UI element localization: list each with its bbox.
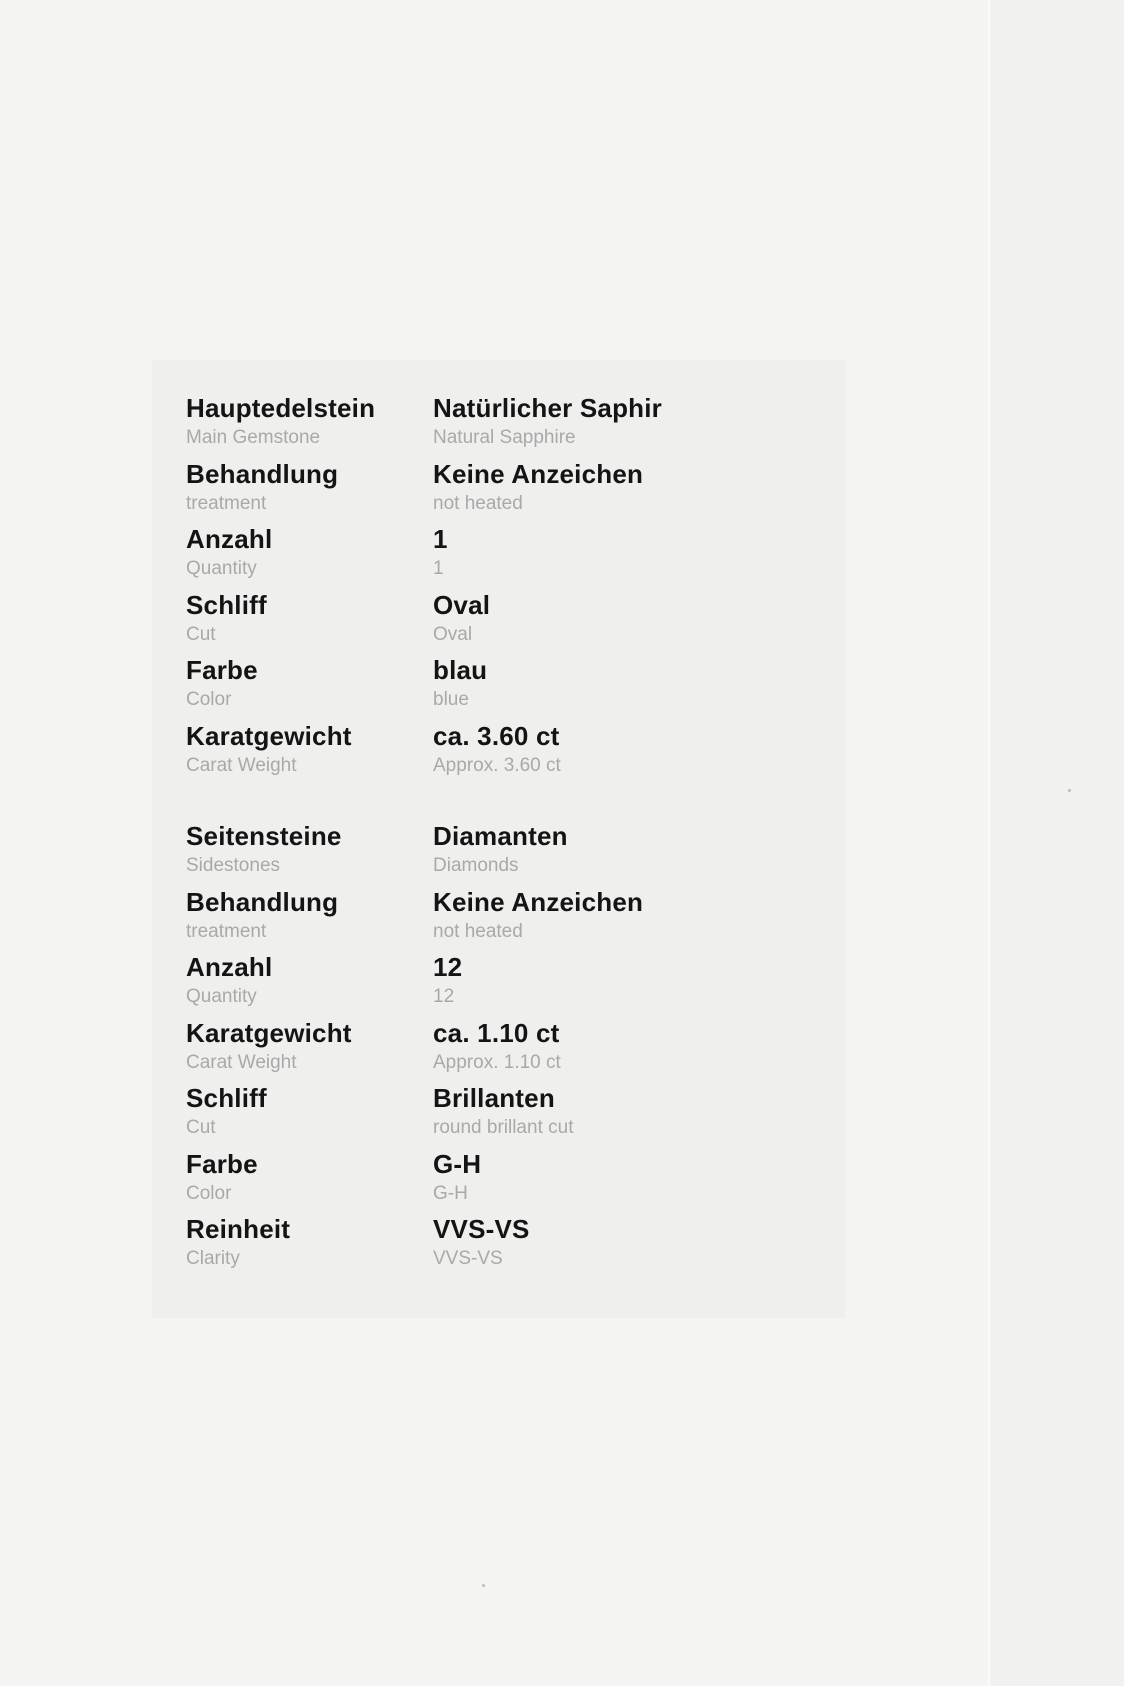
spec-label [186,719,433,785]
label-english: Clarity [186,1248,240,1269]
label-english: Quantity [186,986,257,1007]
specification-card [152,360,845,1318]
label-german: Hauptedelstein [186,393,376,423]
value-english: Diamonds [433,855,519,876]
label-german: Behandlung [186,886,339,917]
label-english: Carat Weight [186,1051,297,1073]
value-english: round brillant cut [433,1117,574,1138]
scan-speck [482,1584,485,1587]
value-german: VVS-VS [433,1214,530,1244]
value-english: Natural Sapphire [433,427,576,448]
label-german: Karatgewicht [186,1017,352,1048]
value-english: Approx. 1.10 ct [433,1051,561,1073]
value-german: Oval [433,589,491,620]
value-english: VVS-VS [433,1248,503,1269]
spec-row [186,950,643,1016]
spec-value [433,950,462,1016]
spec-value [433,457,643,523]
spec-row [186,1147,643,1213]
label-english: treatment [186,920,267,942]
spec-row [186,885,643,951]
spec-row [186,1016,643,1082]
scan-speck [1068,789,1071,792]
spec-row [186,457,662,523]
label-english: Main Gemstone [186,427,321,448]
label-german: Anzahl [186,524,273,554]
label-english: Quantity [186,558,257,579]
value-english: G-H [433,1182,468,1204]
label-english: Sidestones [186,855,281,876]
label-german: Seitensteine [186,821,342,851]
label-english: Carat Weight [186,754,297,776]
value-german: Keine Anzeichen [433,886,644,917]
value-english: 1 [433,558,444,579]
spec-row [186,653,662,719]
spec-label [186,1081,433,1147]
spec-row [186,522,662,588]
spec-label [186,588,433,654]
spec-row [186,1212,643,1278]
spec-value [433,653,487,719]
label-german: Schliff [186,1083,267,1113]
value-english: not heated [433,920,523,942]
value-english: Oval [433,623,473,645]
value-english: 12 [433,986,455,1007]
value-german: ca. 3.60 ct [433,720,560,751]
label-german: Farbe [186,655,258,685]
label-german: Farbe [186,1148,258,1179]
spec-value [433,1081,573,1147]
spec-value [433,1016,561,1082]
value-english: blue [433,689,469,710]
spec-label [186,457,433,523]
spec-row [186,588,662,654]
spec-label [186,391,433,457]
label-english: Cut [186,1117,216,1138]
spec-label [186,653,433,719]
label-german: Behandlung [186,458,339,489]
spec-value [433,819,568,885]
spec-value [433,885,643,951]
value-german: 1 [433,524,448,554]
spec-value [433,719,561,785]
spec-row [186,719,662,785]
spec-value [433,1147,481,1213]
value-german: Diamanten [433,821,568,851]
label-english: Cut [186,623,216,645]
label-german: Schliff [186,589,267,620]
spec-label [186,950,433,1016]
spec-label [186,819,433,885]
value-german: blau [433,655,488,685]
label-german: Anzahl [186,952,273,982]
spec-value [433,522,448,588]
spec-label [186,1212,433,1278]
value-german: 12 [433,952,463,982]
label-english: Color [186,1182,232,1204]
spec-row [186,1081,643,1147]
value-german: Brillanten [433,1083,555,1113]
sidestones-block [186,819,643,1278]
spec-row [186,391,662,457]
value-german: Natürlicher Saphir [433,393,662,423]
spec-label [186,885,433,951]
main-gemstone-block [186,391,662,784]
label-german: Reinheit [186,1214,291,1244]
spec-label [186,1016,433,1082]
spec-value [433,391,662,457]
spec-row [186,819,643,885]
page-edge-strip [988,0,1124,1686]
value-german: Keine Anzeichen [433,458,644,489]
spec-label [186,1147,433,1213]
label-english: treatment [186,492,267,514]
spec-label [186,522,433,588]
value-german: G-H [433,1148,482,1179]
value-german: ca. 1.10 ct [433,1017,560,1048]
value-english: not heated [433,492,523,514]
spec-value [433,1212,530,1278]
spec-value [433,588,490,654]
value-english: Approx. 3.60 ct [433,754,561,776]
label-english: Color [186,689,232,710]
label-german: Karatgewicht [186,720,352,751]
